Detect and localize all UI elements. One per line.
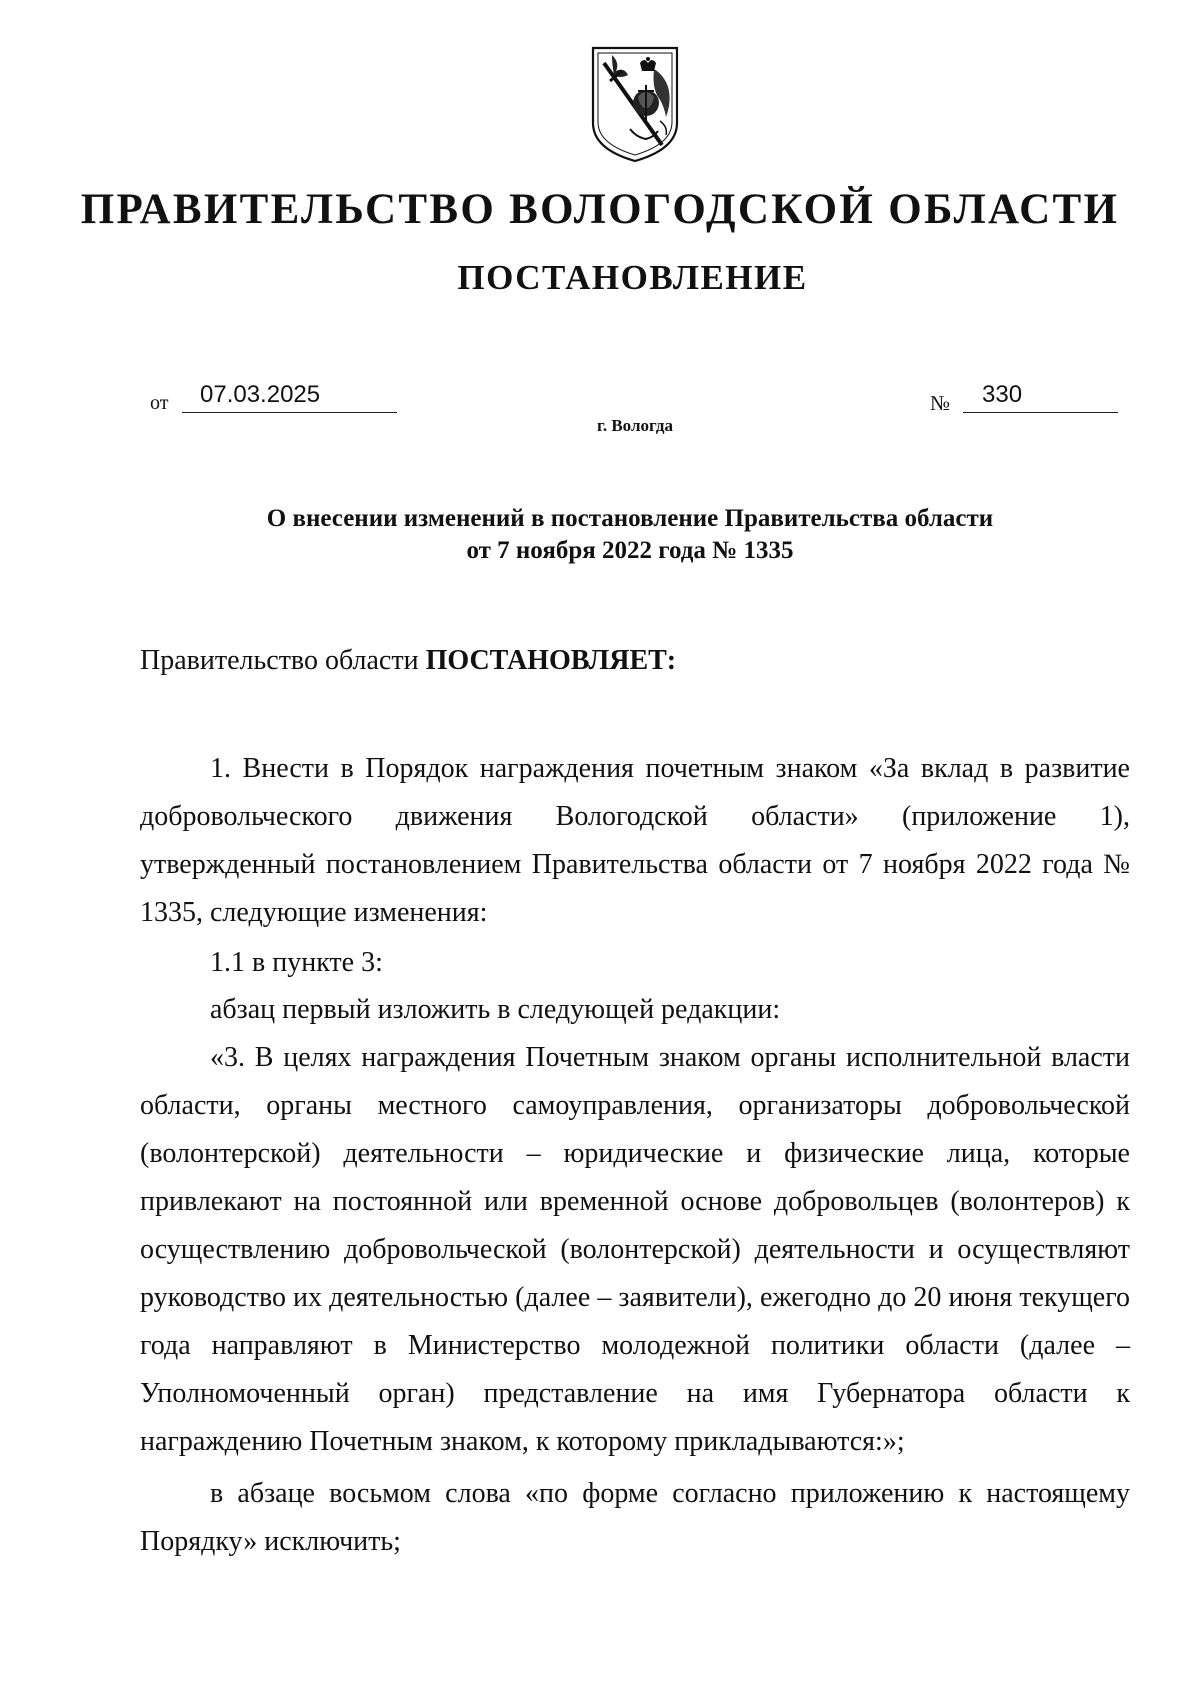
intro-keyword: ПОСТАНОВЛЯЕТ: bbox=[425, 645, 677, 676]
government-title: ПРАВИТЕЛЬСТВО ВОЛОГОДСКОЙ ОБЛАСТИ bbox=[80, 186, 1120, 233]
subject-line-2: от 7 ноября 2022 года № 1335 bbox=[466, 537, 794, 564]
document-subject bbox=[180, 503, 1080, 567]
paragraph-amendment-intro: абзац первый изложить в следующей редакции: bbox=[210, 994, 781, 1025]
paragraph-amendment-8: в абзаце восьмом слова «по форме согласно приложению к настоящему Порядку» исключить; bbox=[140, 1478, 1130, 1557]
date-prefix: от bbox=[150, 392, 169, 414]
paragraph-subitem-1-1: 1.1 в пункте 3: bbox=[210, 947, 383, 978]
intro-text: Правительство области bbox=[140, 645, 426, 676]
subject-line-1: О внесении изменений в постановление Правительства области bbox=[266, 505, 994, 532]
paragraph-amendment-text: «3. В целях награждения Почетным знаком органы исполнительной власти области, органы местного самоуправления, организаторы добровольческой (волонтерской) деятельности – юридические и физические лица, которые привлекают на постоянной или временной основе добровольцев (волонтеров) к осуществлению добровольческой (волонтерской) деятельности и осуществляют руководство их деятельностью (далее – заявители), ежегодно до 20 июня текущего года направляют в Министерство молодежной политики области (далее – Уполномоченный орган) представление на имя Губернатора области к награждению Почетным знаком, к которому прикладываются:»; bbox=[140, 1042, 1130, 1457]
document-date: 07.03.2025 bbox=[200, 381, 321, 408]
paragraph-item-1: 1. Внести в Порядок награждения почетным знаком «За вклад в развитие добровольческого движения Вологодской области» (приложение 1), утвержденный постановлением Правительства области от 7 ноября 2022 года № 1335, следующие изменения: bbox=[140, 753, 1130, 928]
document-city: г. Вологда bbox=[597, 416, 673, 435]
document-type: ПОСТАНОВЛЕНИЕ bbox=[457, 258, 808, 297]
number-prefix: № bbox=[930, 391, 951, 415]
resolution-intro bbox=[140, 645, 676, 677]
vologda-coat-of-arms-icon bbox=[590, 45, 680, 163]
document-number: 330 bbox=[982, 381, 1023, 408]
